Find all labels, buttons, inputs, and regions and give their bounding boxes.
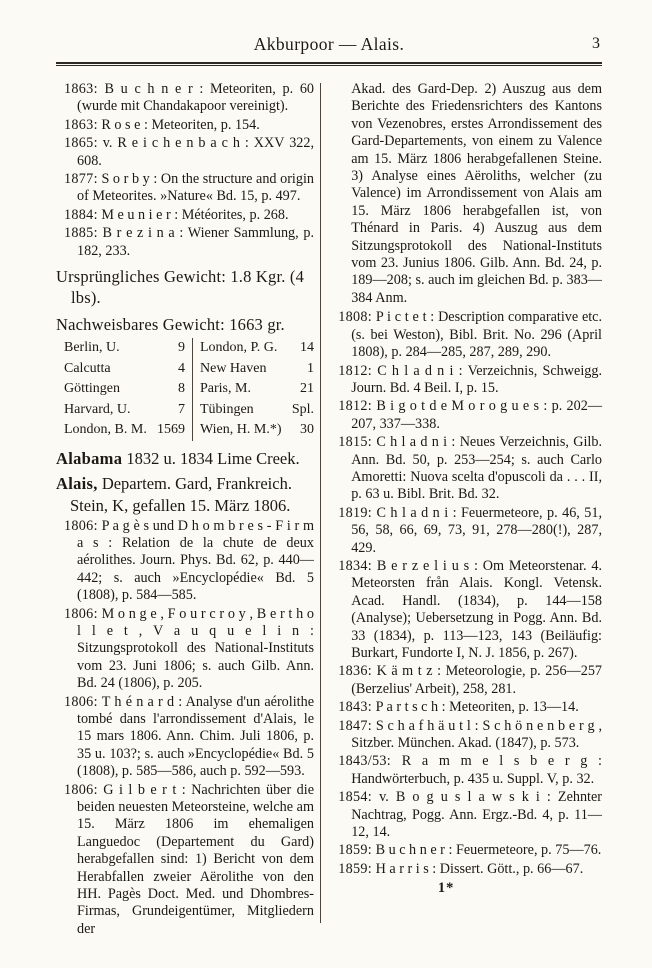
entry-text: Analyse d'un aérolithe tombé dans l'arrondissement d'Alais, le 15 mars 1806. Ann. Chim. Juli 1806, p. 35 u. 103?; s. auch »Encyclopédie« Bd. 5 (1808), p. 585—586, auch p. 592—593.: [77, 693, 314, 780]
collection-weight: 30: [300, 422, 314, 438]
entry-year: 1859:: [338, 860, 373, 877]
headword: Alais,: [56, 473, 98, 493]
entry-year: 1863:: [64, 81, 98, 97]
left-column: [56, 81, 314, 939]
entry-author: S c h a f h ä u t l :: [375, 717, 479, 734]
collection-weight: 21: [300, 381, 314, 397]
header-rule: [56, 62, 602, 66]
entry-year: 1859:: [338, 842, 373, 859]
entry-year: 1836:: [338, 663, 373, 680]
weights-table-row: [64, 379, 314, 400]
entry-year: 1819:: [338, 504, 373, 521]
entry-text: Verzeichnis, Schweigg. Journ. Bd. 4 Beil. I, p. 15.: [351, 362, 602, 396]
bibliography-entry: [338, 842, 602, 859]
entry-author: S o r b y :: [101, 171, 158, 188]
entry-author: G i l b e r t :: [103, 781, 186, 798]
text-columns: [56, 81, 602, 939]
weights-table-row: [64, 400, 314, 421]
bibliography-entry: [64, 225, 314, 260]
entry-text: Handwörterbuch, p. 435 u. Suppl. V, p. 32.: [351, 770, 595, 787]
entry-author: B e r z e l i u s :: [376, 557, 478, 574]
headword-text: 1832 u. 1834 Lime Creek.: [126, 449, 300, 469]
entry-text: Dissert. Gött., p. 66—67.: [439, 860, 584, 877]
entry-text: Meteoriten, p. 13—14.: [449, 699, 579, 716]
collection-name: Calcutta: [64, 360, 111, 376]
entry-author: R o s e :: [101, 116, 148, 133]
entry-author: T h é n a r d :: [101, 693, 183, 710]
bibliography-entry: [338, 309, 602, 361]
akburpoor-entries: [56, 81, 314, 260]
signature-mark: 1*: [437, 880, 455, 897]
collection-weight: Spl.: [291, 401, 314, 417]
collection-weight: 1: [307, 360, 314, 376]
collection-name: Tübingen: [200, 401, 254, 417]
bibliography-entry: [338, 505, 602, 557]
entry-year: 1885:: [64, 225, 98, 242]
bibliography-entry: [64, 207, 314, 224]
collection-name: Paris, M.: [200, 381, 251, 397]
entry-year: 1834:: [338, 557, 373, 574]
entry-author: M e u n i e r :: [101, 206, 179, 223]
bibliography-entry: [338, 663, 602, 698]
collection-name: Göttingen: [64, 381, 120, 397]
weights-table: [64, 338, 314, 441]
entry-text: On the structure and origin of Meteorites. »Nature« Bd. 15, p. 497.: [77, 171, 315, 205]
bibliography-entry: [338, 558, 602, 662]
column-divider-rule: [320, 83, 321, 923]
entry-author: C h l a d n i :: [376, 504, 457, 521]
entry-author: B i g o t d e M o r o g u e s :: [376, 398, 548, 415]
headword-entry-alabama: [56, 448, 314, 471]
bibliography-entry: [64, 135, 314, 170]
weights-table-row: [64, 420, 314, 441]
entry-year: 1812:: [338, 362, 373, 379]
right-column: [330, 81, 602, 939]
bibliography-entry: [338, 434, 602, 504]
entry-text: Neues Verzeichnis, Gilb. Ann. Bd. 50, p. 253—254; s. auch Carlo Amoretti: Nuova scelta d'opuscoli da . . . II, p. 63 u. Bibl. Brit. Bd. 32.: [351, 434, 602, 503]
entry-author: B u c h n e r :: [375, 842, 453, 859]
alais-entries-continued: [330, 309, 602, 878]
entry-text: S c h ö n e n b e r g , Sitzber. München. Akad. (1847), p. 573.: [351, 717, 603, 752]
running-title: Akburpoor — Alais.: [253, 34, 405, 54]
bibliography-entry: [64, 117, 314, 134]
entry-author: M o n g e , F o u r c r o y , B e r t h o l l e t , V a u q u e l i n :: [77, 605, 314, 639]
bibliography-entry: [338, 789, 602, 841]
bibliography-entry: [338, 398, 602, 433]
alais-entries: [56, 518, 314, 939]
entry-text: p. 202—207, 337—338.: [351, 398, 603, 432]
entry-author: v. B o g u s l a w s k i :: [379, 789, 551, 806]
entry-author: H a r r i s :: [375, 860, 437, 877]
entry-text: Nachrichten über die beiden neuesten Meteorsteine, welche am 15. März 1806 im ehemaligen Languedoc (Departement du Gard) herabgefallen sind: 1) Bericht von dem Herabfallen zweier Aërolithe von den HH. Pagès Doct. Med. und Dhombres-Firmas, Grundeigentümer, Mitgliedern der: [77, 781, 314, 937]
collection-weight: 1569: [157, 422, 185, 438]
entry-text: Description comparative etc. (s. bei Weston), Bibl. Brit. No. 296 (April 1808), p. 284—285, 287, 289, 290.: [351, 309, 603, 361]
headword-text-line2: Stein, K, gefallen 15. März 1806.: [70, 496, 291, 516]
entry-text: Meteoriten, p. 154.: [151, 116, 260, 133]
collection-name: New Haven: [200, 360, 267, 376]
entry-text: Relation de la chute de deux aérolithes. Journ. Phys. Bd. 62, p. 440—442; s. auch »Encyclopédie« Bd. 5 (1808), p. 584—585.: [77, 534, 314, 604]
entry-author: B r e z i n a :: [102, 225, 184, 242]
headword-text: Departem. Gard, Frankreich.: [101, 473, 292, 493]
entry-continuation-paragraph: Akad. des Gard-Dep. 2) Auszug aus dem Berichte des Friedensrichters des Kantons von Vezenobres, erstes Arrondissement des Gard-Departements, von einem zu Valence am 15. März 1806 herabgefallenen Steine. 3) Analyse eines Aëroliths, welcher (zu Valence) im Arrondissement von Alais am 15. März 1806 herabgefallen ist, von Thénard in Paris. 4) Auszug aus dem Sitzungsprotokoll des National-Instituts vom 23. Junius 1806. Gilb. Ann. Bd. 24, p. 189—208; s. auch im gleichen Bd. p. 383—384 Anm.: [351, 81, 602, 306]
bibliography-entry: [64, 606, 314, 693]
entry-author: C h l a d n i :: [376, 434, 456, 451]
entry-text: Feuermeteore, p. 75—76.: [455, 842, 602, 859]
weight-original-heading: Ursprüngliches Gewicht: 1.8 Kgr. (4 lbs).: [56, 267, 305, 308]
entry-text: Meteorologie, p. 256—257 (Berzelius' Arbeit), 258, 281.: [351, 663, 603, 697]
collection-weight: 9: [178, 340, 185, 356]
entry-author: P a r t s c h :: [375, 699, 446, 716]
collection-weight: 7: [178, 401, 185, 417]
collection-name: Harvard, U.: [64, 401, 131, 417]
entry-year: 1877:: [64, 171, 98, 188]
entry-year: 1812:: [338, 398, 373, 415]
bibliography-entry: [338, 753, 602, 788]
bibliography-entry: [64, 782, 314, 939]
entry-text: Meteoriten, p. 60 (wurde mit Chandakapoor vereinigt).: [77, 81, 315, 115]
entry-author: B u c h n e r :: [104, 81, 204, 97]
entry-author: C h l a d n i :: [377, 362, 463, 379]
entry-year: 1806:: [64, 693, 98, 710]
entry-author: R a m m e l s b e r g :: [401, 753, 602, 770]
headword-entry-alais: [56, 473, 314, 518]
entry-year: 1884:: [64, 206, 98, 223]
headword: Alabama: [56, 449, 123, 469]
entry-year: 1806:: [64, 781, 98, 798]
collection-name: London, B. M.: [64, 422, 147, 438]
collection-name: London, P. G.: [200, 340, 278, 356]
collection-name: Wien, H. M.*): [200, 422, 282, 438]
entry-author: K ä m t z :: [376, 663, 442, 680]
weights-table-row: [64, 338, 314, 359]
collection-weight: 4: [178, 360, 185, 376]
entry-author: P a g è s und D h o m b r e s - F i r m a s :: [77, 517, 314, 551]
collection-weight: 8: [178, 381, 185, 397]
entry-author: v. R e i c h e n b a c h :: [102, 135, 249, 152]
entry-text: Sitzungsprotokoll des National-Instituts vom 23. Juni 1806; s. auch Gilb. Ann. Bd. 24 (1806), p. 205.: [77, 640, 314, 692]
entry-year: 1865:: [64, 135, 98, 152]
entry-text: XXV 322, 608.: [77, 135, 315, 169]
entry-author: P i c t e t :: [375, 309, 435, 326]
entry-text: Zehnter Nachtrag, Pogg. Ann. Ergz.-Bd. 4, p. 11—12, 14.: [351, 789, 603, 841]
entry-year: 1854:: [338, 789, 373, 806]
entry-text: Wiener Sammlung, p. 182, 233.: [77, 225, 315, 259]
collection-weight: 14: [300, 340, 314, 356]
bibliography-entry: [338, 699, 602, 716]
entry-year: 1843/53:: [338, 753, 392, 770]
running-head: [56, 34, 602, 60]
entry-year: 1847:: [338, 717, 373, 734]
entry-year: 1863:: [64, 116, 98, 133]
bibliography-entry: [338, 718, 602, 753]
entry-year: 1806:: [64, 605, 98, 622]
bibliography-entry: [338, 861, 602, 878]
bibliography-entry: [64, 518, 314, 605]
entry-year: 1843:: [338, 699, 373, 716]
entry-year: 1806:: [64, 517, 98, 534]
page-number: 3: [592, 35, 600, 52]
entry-text: Météorites, p. 268.: [181, 206, 289, 223]
entry-text: Om Meteorstenar. 4. Meteorsten från Alais. Kongl. Vetensk. Acad. Handl. (1834), p. 144—158 (Analyse); Uebersetzung in Pogg. Ann. Bd. 33 (1834), p. 113—123, 143 (Beiläufig: Burkart, Fundorte I, N. J. 1856, p. 267).: [351, 557, 603, 661]
weight-verifiable-heading: Nachweisbares Gewicht: 1663 gr.: [56, 315, 285, 335]
bibliography-entry: [64, 81, 314, 116]
entry-year: 1815:: [338, 434, 373, 451]
bibliography-entry: [64, 171, 314, 206]
collection-name: Berlin, U.: [64, 340, 120, 356]
entry-year: 1808:: [338, 309, 373, 326]
bibliography-entry: [338, 363, 602, 398]
entry-text: Feuermeteore, p. 46, 51, 56, 58, 66, 69, 73, 91, 278—280(!), 287, 429.: [351, 504, 603, 556]
weights-table-row: [64, 359, 314, 380]
bibliography-entry: [64, 694, 314, 781]
